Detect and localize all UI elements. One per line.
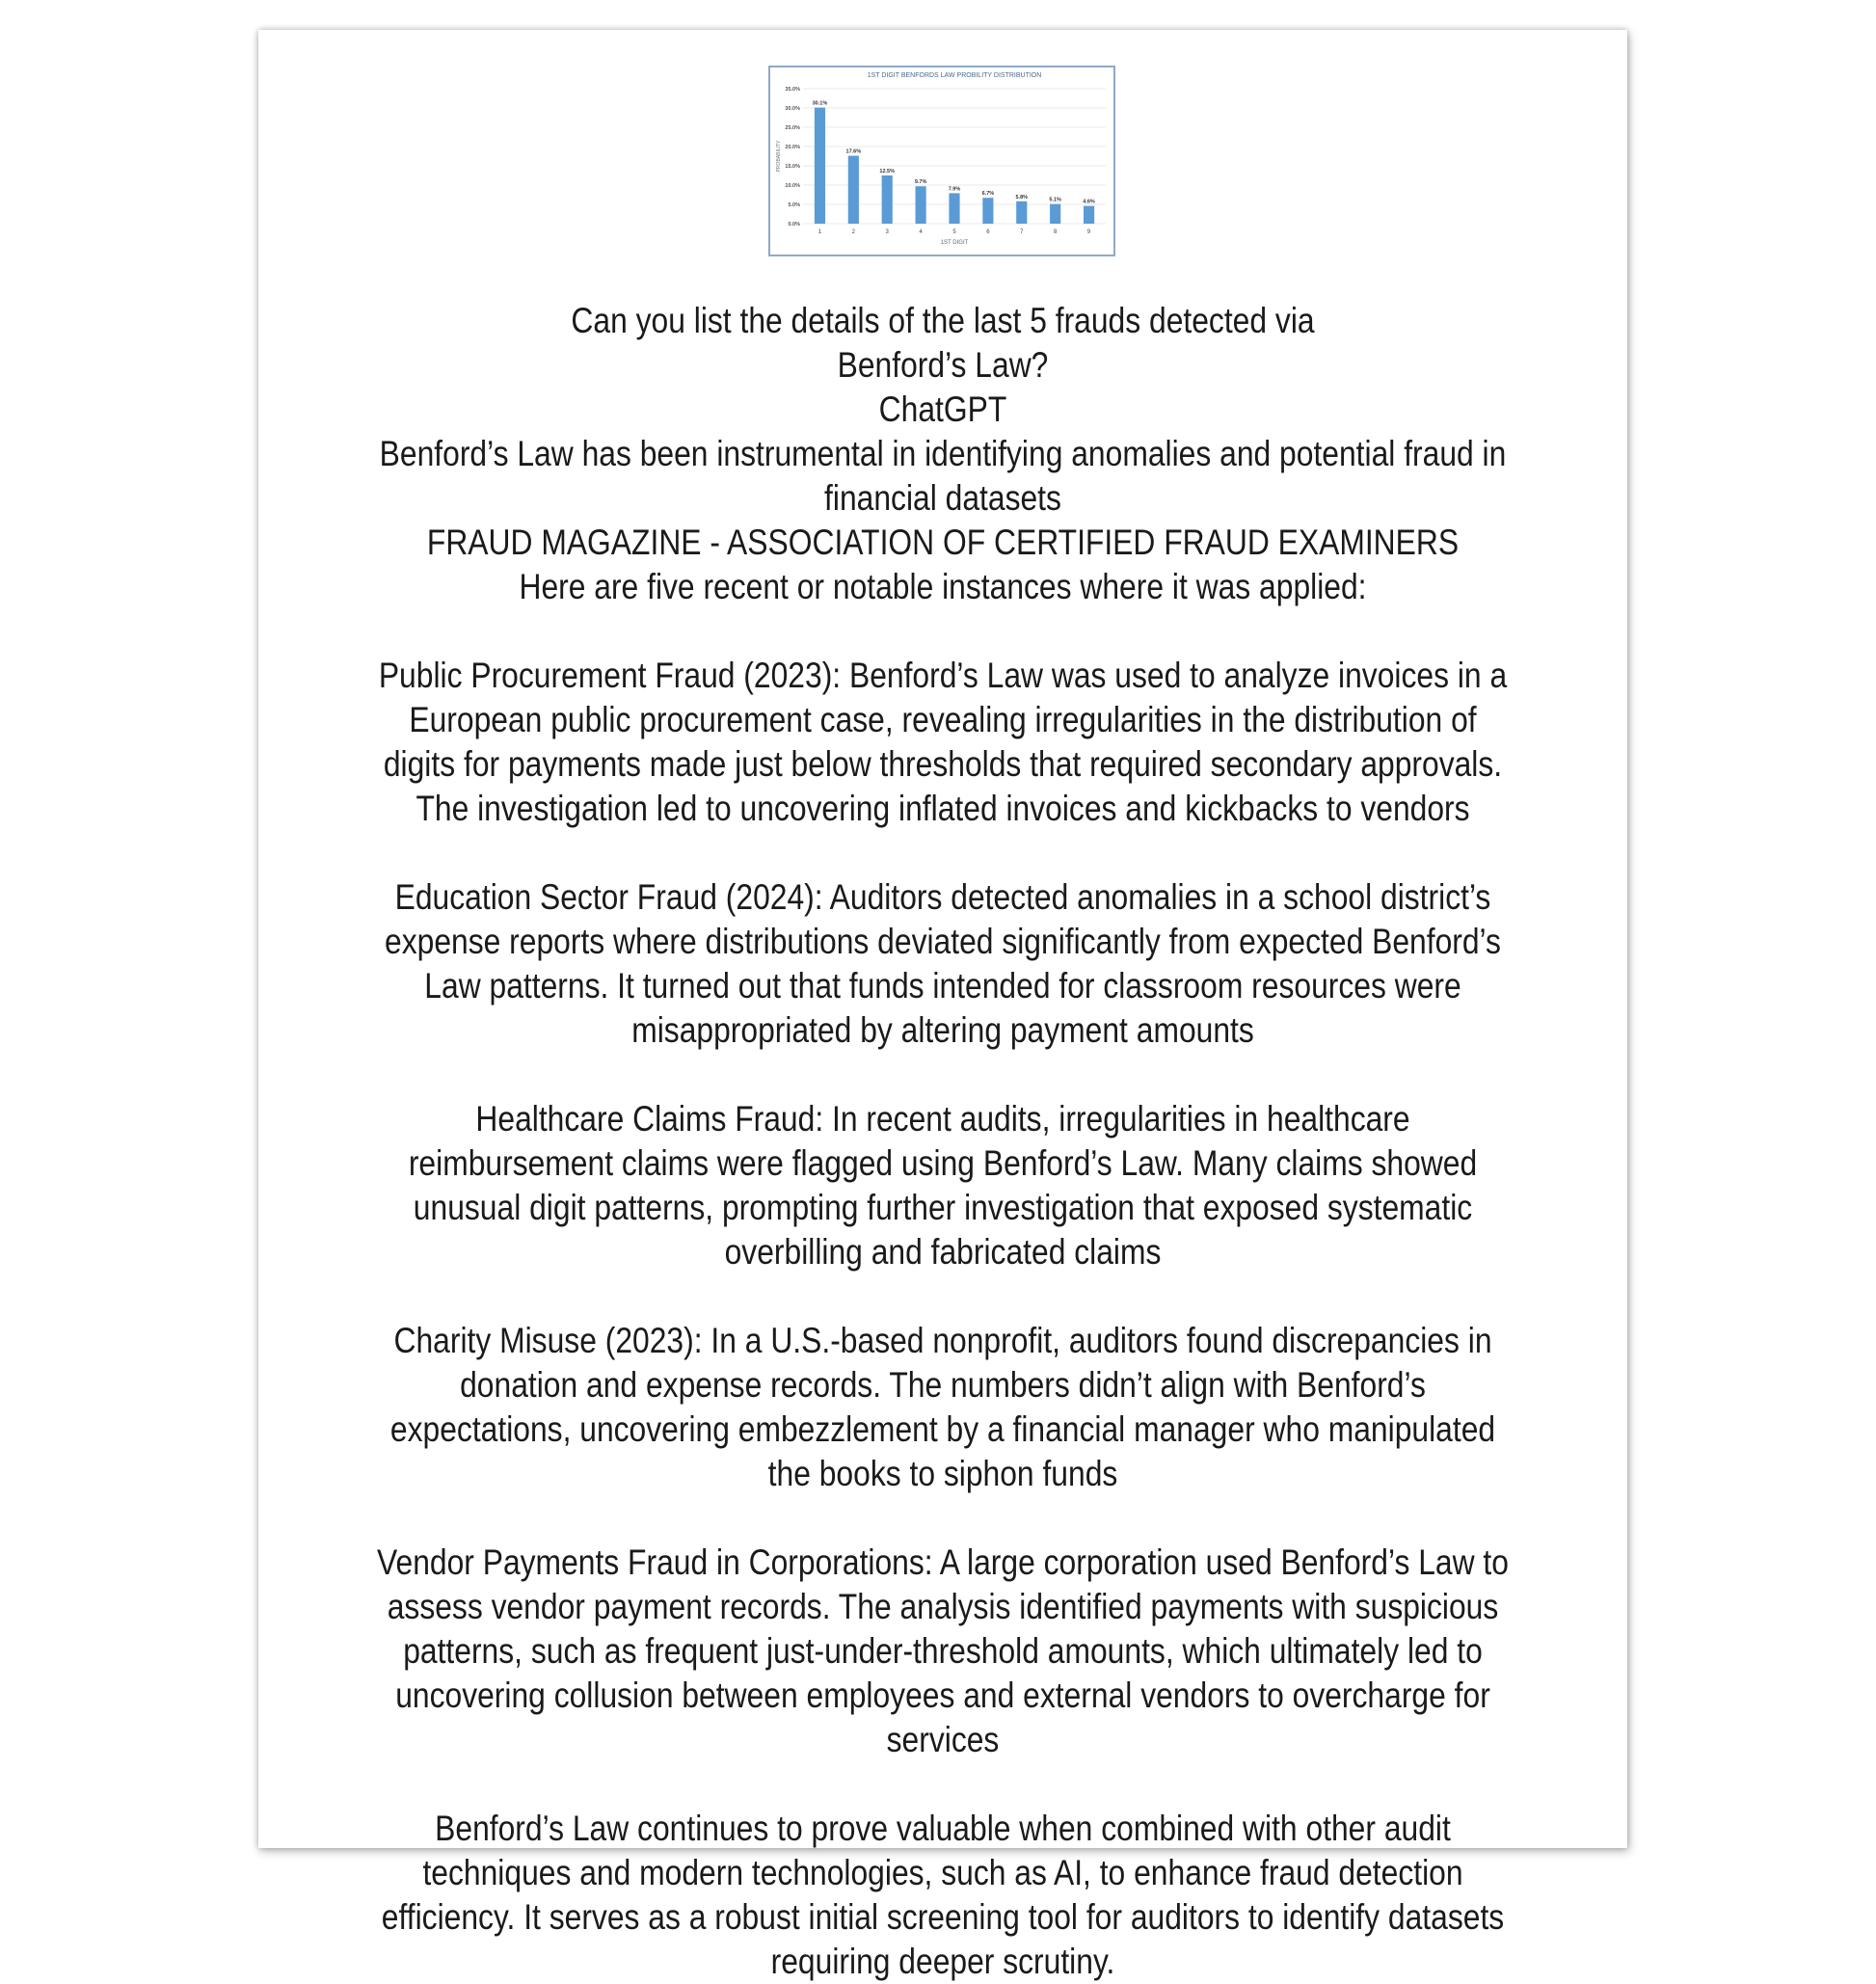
x-tick-label: 7 [1020,229,1024,235]
benford-chart [768,66,1115,256]
chart-bar [815,108,825,224]
document-text [376,299,1510,1984]
bar-data-label: 5.1% [1049,197,1061,203]
lead-in: Here are five recent or notable instances where it was applied: [519,567,1367,606]
y-tick-label: 5.0% [788,202,800,208]
y-tick-label: 30.0% [785,106,800,112]
question-line-1: Can you list the details of the last 5 frauds detected via [571,301,1315,340]
publication-line: FRAUD MAGAZINE - ASSOCIATION OF CERTIFIED FRAUD EXAMINERS [426,523,1460,562]
chart-bar [882,175,893,224]
source-label: ChatGPT [878,389,1007,429]
case-charity-misuse: Charity Misuse (2023): In a U.S.-based nonprofit, auditors found discrepancies in donation and expense records. The numbers didn’t align with Benford’s expectations, uncovering embezzlement by a financial manager who manipulated the books to siphon funds [389,1321,1496,1493]
x-tick-label: 4 [919,229,923,235]
x-tick-label: 6 [986,229,990,235]
chart-bar [982,198,993,224]
case-vendor-payments: Vendor Payments Fraud in Corporations: A large corporation used Benford’s Law to assess vendor payment records. The analysis identified payments with suspicious patterns, such as frequent just-under-threshold amounts, which ultimately led to uncovering collusion between employees and external vendors to overcharge for services [377,1542,1509,1759]
x-tick-label: 3 [885,229,889,235]
chart-bar [916,186,926,224]
y-axis-label: PROBABILITY [776,140,782,173]
chart-bar [1050,204,1060,224]
x-axis-label: 1ST DIGIT [940,240,969,246]
x-tick-label: 1 [817,229,822,235]
intro-paragraph: Benford’s Law has been instrumental in identifying anomalies and potential fraud in financial datasets [379,434,1507,518]
bar-data-label: 4.6% [1083,199,1095,205]
question-line-2: Benford’s Law? [837,345,1049,385]
document-page [258,30,1627,1981]
bar-data-label: 12.5% [879,169,896,174]
y-tick-label: 25.0% [785,125,800,131]
case-public-procurement: Public Procurement Fraud (2023): Benford’s Law was used to analyze invoices in a European public procurement case, revealing irregularities in the distribution of digits for payments made just below thresholds that required secondary approvals. The investigation led to uncovering inflated invoices and kickbacks to vendors [378,656,1508,828]
bar-data-label: 6.7% [981,191,995,198]
chart-bar [949,193,959,224]
x-tick-label: 2 [851,229,856,235]
chart-bar [848,156,859,224]
chart-svg [770,67,1113,255]
bar-data-label: 9.7% [914,179,927,186]
y-tick-label: 10.0% [785,183,800,189]
chart-bar [1084,206,1094,224]
bar-data-label: 30.1% [812,100,828,107]
chart-title: 1ST DIGIT BENFORDS LAW PROBILITY DISTRIBUTION [867,72,1042,79]
y-tick-label: 15.0% [785,164,800,170]
x-tick-label: 9 [1086,229,1091,235]
chart-bar [1016,201,1027,224]
y-tick-label: 20.0% [785,145,800,150]
bar-data-label: 17.6% [845,148,862,155]
bar-data-label: 5.8% [1015,194,1029,201]
conclusion-paragraph: Benford’s Law continues to prove valuable when combined with other audit techniques and modern technologies, such as AI, to enhance fraud detection efficiency. It serves as a robust initial screening tool for auditors to identify datasets requiring deeper scrutiny. [381,1809,1505,1981]
y-tick-label: 35.0% [785,87,800,93]
x-tick-label: 5 [952,229,956,235]
bar-data-label: 7.9% [948,186,961,193]
case-healthcare-claims: Healthcare Claims Fraud: In recent audits, irregularities in healthcare reimbursement claims were flagged using Benford’s Law. Many claims showed unusual digit patterns, prompting further investigation that exposed systematic overbilling and fabricated claims [408,1099,1478,1272]
y-tick-label: 0.0% [788,222,800,228]
case-education-sector: Education Sector Fraud (2024): Auditors detected anomalies in a school district’s expense reports where distributions deviated significantly from expected Benford’s Law patterns. It turned out that funds intended for classroom resources were misappropriated by altering payment amounts [385,877,1501,1050]
x-tick-label: 8 [1053,229,1058,235]
